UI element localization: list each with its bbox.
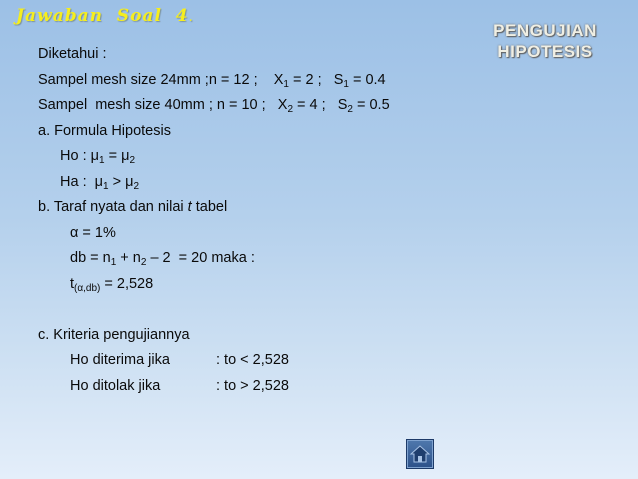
t-value: = 2,528 [100,275,154,292]
sample2-text: Sampel mesh size 40mm ; n = 10 ; X [38,97,288,113]
sample2-end: = 0.5 [352,97,390,113]
badge-line-2: HIPOTESIS [497,42,593,61]
slide-title-text: Jawaban Soal 4 [16,6,189,26]
degrees-of-freedom [38,246,390,272]
given-sample-1 [38,68,390,94]
criteria-label: Ho ditolak jika [70,377,161,394]
h0-op: = μ [104,148,130,164]
alternative-hypothesis [38,170,390,196]
h0-lead: Ho : μ [60,148,99,164]
t-symbol: t [70,275,75,292]
ha-lead: Ha : μ [60,173,104,190]
ha-sub-2: 2 [133,180,140,192]
db-a: db = n [70,250,111,266]
slide-title-suffix: . [188,10,194,25]
alpha-value: α = 1% [70,224,116,241]
part-b-heading-pre: b. Taraf nyata dan nilai [38,199,188,215]
criteria-rule: : to > 2,528 [216,377,289,394]
part-c-heading: c. Kriteria pengujiannya [38,326,190,343]
home-icon [407,440,433,468]
sample1-s-sub: 1 [343,78,349,90]
sample2-mid: = 4 ; S [293,97,348,113]
t-table-value [38,272,390,298]
ha-sub-1: 1 [103,180,109,192]
criteria-row-accept [38,348,390,374]
criteria-label: Ho diterima jika [70,352,170,368]
topic-badge [480,20,610,62]
null-hypothesis [38,144,390,170]
db-b: + n [116,250,141,266]
part-b-heading [38,195,390,221]
home-button[interactable] [406,439,434,469]
sample1-x-sub: 1 [283,78,289,90]
h0-sub-2: 2 [129,155,135,166]
badge-line-1: PENGUJIAN [493,21,597,40]
ha-op: > μ [108,173,134,190]
db-sub-1: 1 [110,257,117,268]
sample1-end: = 0.4 [348,71,386,88]
sample1-text: Sampel mesh size 24mm ;n = 12 ; X [38,71,284,88]
db-sub-2: 2 [140,257,147,268]
part-b-heading-post: tabel [191,199,228,215]
db-c: – 2 = 20 maka : [146,250,255,266]
sample2-x-sub: 2 [287,104,293,115]
sample1-mid: = 2 ; S [288,71,344,88]
criteria-row-reject [38,374,390,400]
slide-title [16,6,194,26]
slide-body [38,42,390,399]
h0-sub-1: 1 [98,155,105,166]
given-sample-2 [38,93,390,119]
criteria-rule: : to < 2,528 [216,352,289,368]
sample2-s-sub: 2 [347,104,353,115]
t-sub: (α,db) [74,282,101,294]
part-a-heading: a. Formula Hipotesis [38,122,171,139]
part-b-heading-var: t [187,199,192,215]
spacer [38,297,390,323]
given-heading: Diketahui : [38,46,107,62]
